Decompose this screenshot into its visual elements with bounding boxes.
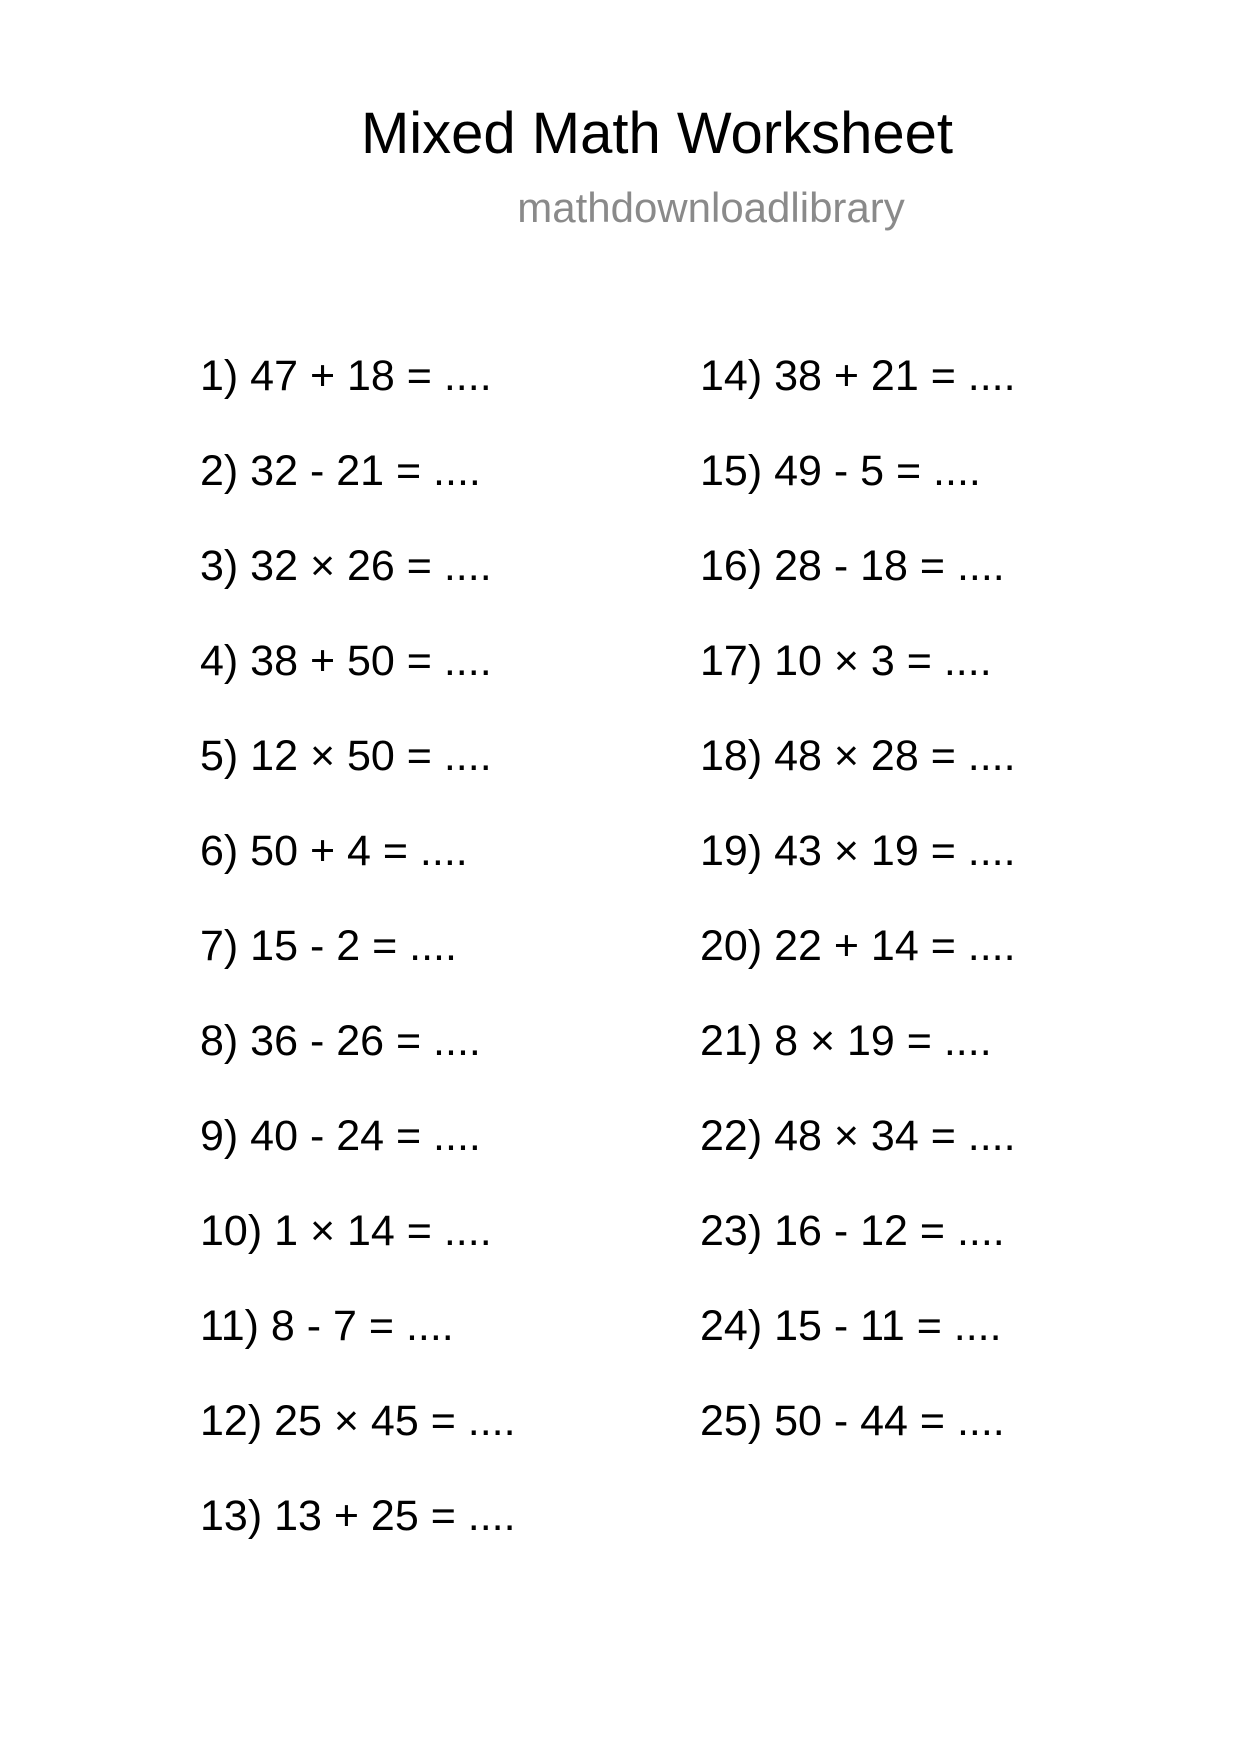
problem-17: 17) 10 × 3 = .... [700,637,992,685]
problem-column-right [700,344,1160,1484]
problem-5: 5) 12 × 50 = .... [200,732,492,780]
problem-18: 18) 48 × 28 = .... [700,732,1016,780]
problem-15: 15) 49 - 5 = .... [700,447,981,495]
problem-1: 1) 47 + 18 = .... [200,352,492,400]
problem-11: 11) 8 - 7 = .... [200,1302,454,1350]
problem-6: 6) 50 + 4 = .... [200,827,468,875]
problem-24: 24) 15 - 11 = .... [700,1302,1002,1350]
problem-4: 4) 38 + 50 = .... [200,637,492,685]
problem-column-left [200,344,660,1579]
problem-2: 2) 32 - 21 = .... [200,447,481,495]
problem-10: 10) 1 × 14 = .... [200,1207,492,1255]
problem-21: 21) 8 × 19 = .... [700,1017,992,1065]
problem-7: 7) 15 - 2 = .... [200,922,457,970]
problem-14: 14) 38 + 21 = .... [700,352,1016,400]
problem-12: 12) 25 × 45 = .... [200,1397,516,1445]
problem-23: 23) 16 - 12 = .... [700,1207,1005,1255]
problem-22: 22) 48 × 34 = .... [700,1112,1016,1160]
page-title: Mixed Math Worksheet [360,101,954,166]
page-subtitle: mathdownloadlibrary [517,184,905,231]
problem-3: 3) 32 × 26 = .... [200,542,492,590]
problem-16: 16) 28 - 18 = .... [700,542,1005,590]
problem-8: 8) 36 - 26 = .... [200,1017,481,1065]
problem-19: 19) 43 × 19 = .... [700,827,1016,875]
problem-25: 25) 50 - 44 = .... [700,1397,1005,1445]
problem-13: 13) 13 + 25 = .... [200,1492,516,1540]
problem-20: 20) 22 + 14 = .... [700,922,1016,970]
problem-9: 9) 40 - 24 = .... [200,1112,481,1160]
